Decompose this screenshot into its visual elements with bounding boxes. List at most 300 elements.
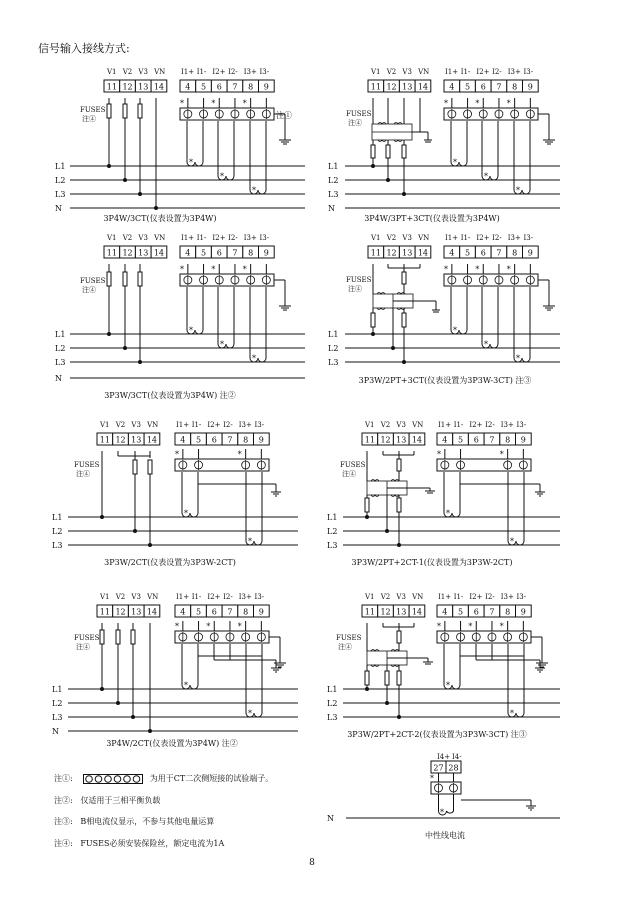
note-1 (54, 768, 273, 790)
note-text: FUSES必须安装保险丝，额定电流为1A (80, 838, 225, 848)
terminal-label-current: I3- (523, 234, 534, 242)
bus-label-l3: L3 (327, 713, 338, 722)
terminal-label-i4-plus: I4+ (437, 753, 451, 761)
terminal-number: 14 (153, 248, 165, 258)
terminal-label-v1: V1 (100, 421, 110, 429)
phase-bus-lines (327, 513, 560, 550)
terminal-label-current: I2+ (476, 68, 490, 76)
fuses-label (74, 634, 100, 651)
fuses-note: 注④ (82, 115, 96, 123)
current-terminal-block (437, 593, 531, 617)
terminal-label-current: I1- (196, 234, 207, 242)
terminal-number: 8 (248, 248, 254, 258)
phase-bus-lines (55, 330, 305, 383)
terminal-number: 9 (527, 248, 533, 258)
voltage-terminal-block (368, 68, 431, 92)
bus-label-l3: L3 (55, 358, 66, 367)
terminal-number: 5 (196, 607, 202, 617)
terminal-number: 9 (258, 435, 264, 445)
ct-polarity-star: * (437, 450, 441, 459)
terminal-label-v1: V1 (100, 593, 110, 601)
terminal-number: 5 (201, 248, 207, 258)
fuses-text: FUSES (74, 634, 100, 642)
voltage-terminal-block (104, 234, 167, 258)
terminal-label-v1: V1 (107, 234, 117, 242)
test-terminal-strip (180, 264, 291, 310)
terminal-label-current: I3+ (243, 68, 257, 76)
ct-polarity-star: * (242, 99, 247, 108)
terminal-label-current: I1- (191, 593, 202, 601)
terminal-label-v3: V3 (396, 593, 406, 601)
terminal-number: 12 (122, 248, 133, 258)
terminal-number: 11 (364, 607, 375, 617)
test-terminal-strip (444, 264, 555, 310)
terminal-label-current: I3- (254, 421, 265, 429)
fuses-label (336, 634, 362, 651)
ct-polarity-star: * (444, 265, 448, 274)
terminal-label-current: I3- (516, 421, 527, 429)
diagram-caption: 3P3W/3CT(仪表设置为3P4W) 注② (104, 391, 236, 400)
page-title: 信号输入接线方式: (38, 42, 130, 55)
terminal-number: 8 (243, 435, 249, 445)
ct-polarity-star: * (211, 99, 216, 108)
terminal-number: 12 (380, 607, 391, 617)
ct-polarity-star: * (499, 450, 504, 459)
terminal-label-current: I1- (196, 68, 207, 76)
terminal-number: 8 (505, 607, 511, 617)
terminal-label-current: I1+ (176, 421, 190, 429)
note1-tag: 注① (276, 111, 292, 120)
ct-polarity-star: * (175, 622, 179, 631)
fuses-label (346, 276, 372, 293)
terminal-label-current: I2- (228, 68, 238, 76)
fuses-label (346, 110, 372, 127)
terminal-label-current: I2+ (212, 68, 226, 76)
ct-polarity-star: * (189, 158, 193, 167)
voltage-terminal-block (104, 68, 167, 92)
terminal-number: 9 (263, 82, 269, 92)
ct-polarity-star: * (189, 326, 193, 335)
ct-polarity-star: * (430, 774, 434, 783)
test-terminal-strip-2ct (175, 449, 269, 471)
page-number: 8 (309, 858, 315, 868)
bus-label-n: N (55, 374, 62, 383)
terminal-label-v2: V2 (386, 68, 397, 76)
voltage-terminal-block (362, 421, 425, 445)
terminal-label-current: I3- (259, 234, 270, 242)
terminal-label-current: I3- (254, 593, 265, 601)
diagram-caption: 中性线电流 (425, 831, 465, 840)
terminal-number: 14 (146, 435, 158, 445)
terminal-number: 14 (153, 82, 165, 92)
terminal-number: 27 (433, 763, 444, 773)
terminal-label-v3: V3 (138, 234, 148, 242)
terminal-number: 13 (396, 435, 407, 445)
terminal-label-i4-minus: I4- (452, 753, 462, 761)
terminal-label-current: I2- (485, 421, 495, 429)
bus-label-l1: L1 (52, 685, 63, 694)
terminal-number: 13 (138, 82, 149, 92)
terminal-number: 11 (364, 435, 375, 445)
terminal-number: 6 (473, 607, 479, 617)
ct-polarity-star: * (510, 537, 514, 546)
terminal-label-current: I1+ (176, 593, 190, 601)
terminal-label-v1: V1 (107, 68, 117, 76)
terminal-label-vn: VN (154, 234, 166, 242)
terminal-number: 5 (465, 82, 471, 92)
terminal-label-current: I3+ (507, 68, 521, 76)
fuses-text: FUSES (80, 106, 106, 114)
terminal-number: 9 (520, 435, 526, 445)
terminal-label-vn: VN (418, 234, 430, 242)
terminal-number: 7 (496, 82, 502, 92)
terminal-label-current: I1- (460, 68, 471, 76)
ct-polarity-star: * (510, 709, 514, 718)
terminal-number: 12 (115, 435, 126, 445)
terminal-label-current: I3+ (500, 593, 514, 601)
bus-label-l2: L2 (52, 527, 63, 536)
phase-bus-lines (327, 685, 560, 722)
terminal-number: 7 (496, 248, 502, 258)
terminal-label-current: I1- (453, 593, 464, 601)
terminal-label-current: I1- (460, 234, 471, 242)
terminal-label-current: I1+ (181, 68, 195, 76)
terminal-label-current: I1+ (438, 421, 452, 429)
ct-polarity-star: * (237, 450, 242, 459)
terminal-number: 7 (489, 435, 495, 445)
terminal-number: 5 (458, 435, 464, 445)
terminal-number: 7 (232, 248, 238, 258)
ct-polarity-star: * (180, 99, 184, 108)
terminal-number: 13 (131, 435, 142, 445)
bus-label-l2: L2 (328, 344, 339, 353)
terminal-label-current: I1- (191, 421, 202, 429)
ct-polarity-star: * (242, 265, 247, 274)
terminal-number: 5 (196, 435, 202, 445)
terminal-number: 11 (99, 435, 110, 445)
bus-label-l3: L3 (52, 541, 63, 550)
terminal-number: 14 (417, 82, 429, 92)
bus-label-l1: L1 (55, 162, 66, 171)
ct-polarity-star: * (248, 537, 252, 546)
terminal-number: 8 (248, 82, 254, 92)
terminal-number: 11 (370, 248, 381, 258)
ct-polarity-star: * (220, 340, 224, 349)
diagram-caption: 3P4W/3CT(仪表设置为3P4W) (103, 214, 217, 223)
bus-label-l2: L2 (55, 176, 66, 185)
bus-label-n: N (52, 727, 59, 736)
terminal-number: 12 (115, 607, 126, 617)
ct-polarity-star: * (252, 354, 256, 363)
terminal-number: 13 (138, 248, 149, 258)
phase-bus-lines (52, 685, 298, 736)
terminal-number: 8 (243, 607, 249, 617)
ct-polarity-star: * (180, 265, 184, 274)
terminal-number: 7 (232, 82, 238, 92)
terminal-label-current: I2+ (469, 421, 483, 429)
terminal-label-current: I2+ (207, 421, 221, 429)
fuses-note: 注④ (348, 285, 362, 293)
test-terminal-strip (444, 98, 555, 144)
bus-label-l2: L2 (327, 699, 338, 708)
fuses-text: FUSES (346, 110, 372, 118)
bus-label-l1: L1 (328, 162, 339, 171)
terminal-number: 4 (449, 82, 455, 92)
voltage-terminal-block (362, 593, 425, 617)
diagram-caption: 3P3W/2PT+3CT(仪表设置为3P3W-3CT) 注③ (358, 376, 532, 385)
fuses-note: 注④ (76, 643, 90, 651)
fuses-note: 注④ (338, 643, 352, 651)
current-terminal-block (437, 421, 531, 445)
terminal-number: 6 (211, 435, 217, 445)
ct-polarity-star: * (437, 622, 441, 631)
fuses-note: 注④ (82, 286, 96, 294)
diagram-caption: 3P3W/2CT(仪表设置为3P3W-2CT) (104, 558, 236, 567)
phase-bus-lines (328, 162, 560, 213)
terminal-number: 14 (411, 435, 423, 445)
test-terminal-strip-2ct (437, 449, 531, 471)
diagram-caption: 3P3W/2PT+2CT-1(仪表设置为3P3W-2CT) (351, 558, 513, 567)
ct-polarity-star: * (446, 681, 450, 690)
terminal-number: 9 (520, 607, 526, 617)
note-text: 为用于CT二次侧短接的试验端子。 (149, 774, 274, 783)
terminal-label-v2: V2 (380, 421, 391, 429)
terminal-label-vn: VN (154, 68, 166, 76)
fuses-text: FUSES (80, 277, 106, 285)
current-terminal-block (180, 68, 274, 92)
terminal-number: 12 (386, 248, 397, 258)
terminal-label-current: I3- (523, 68, 534, 76)
terminal-number: 12 (380, 435, 391, 445)
test-terminal-strip (180, 98, 291, 144)
bus-label-l2: L2 (327, 527, 338, 536)
terminal-label-v2: V2 (380, 593, 391, 601)
terminal-label-vn: VN (147, 593, 159, 601)
terminal-label-v2: V2 (122, 234, 133, 242)
ct-polarity-star: * (175, 450, 179, 459)
terminal-number: 11 (106, 82, 117, 92)
ct-polarity-star: * (484, 340, 488, 349)
test-terminal-icon (83, 774, 143, 784)
terminal-number: 9 (263, 248, 269, 258)
fuses-label (80, 106, 106, 123)
ct-polarity-star: * (484, 172, 488, 181)
ct-polarity-star: * (516, 186, 520, 195)
fuses-note: 注④ (76, 470, 90, 478)
terminal-number: 5 (465, 248, 471, 258)
note-3 (54, 811, 273, 833)
ct-polarity-star: * (220, 172, 224, 181)
terminal-number: 4 (449, 248, 455, 258)
terminal-number: 4 (185, 248, 191, 258)
terminal-label-v1: V1 (365, 593, 375, 601)
terminal-label-current: I2- (228, 234, 238, 242)
bus-label-l1: L1 (327, 685, 338, 694)
terminal-label-current: I3- (516, 593, 527, 601)
bus-label-l3: L3 (52, 713, 63, 722)
bus-label-l3: L3 (327, 541, 338, 550)
terminal-label-v3: V3 (402, 234, 412, 242)
fuses-label (80, 277, 106, 294)
terminal-number: 11 (370, 82, 381, 92)
terminal-label-v2: V2 (386, 234, 397, 242)
terminal-number: 13 (131, 607, 142, 617)
ct-polarity-star: * (506, 265, 511, 274)
terminal-number: 13 (396, 607, 407, 617)
ct-polarity-star: * (237, 622, 242, 631)
bus-label-l2: L2 (52, 699, 63, 708)
terminal-number: 9 (527, 82, 533, 92)
note-text: 仅适用于三相平衡负载 (80, 795, 161, 805)
ct-polarity-star: * (453, 158, 457, 167)
terminal-label-current: I2+ (207, 593, 221, 601)
terminal-number: 7 (227, 607, 233, 617)
ct-polarity-star: * (184, 509, 188, 518)
terminal-label-vn: VN (418, 68, 430, 76)
terminal-label-current: I3+ (238, 593, 252, 601)
ct-polarity-star: * (475, 265, 480, 274)
ct-polarity-star: * (440, 808, 444, 817)
ct-polarity-star: * (506, 99, 511, 108)
bus-label-n: N (328, 204, 335, 213)
terminal-number: 5 (458, 607, 464, 617)
bus-label-l1: L1 (55, 330, 66, 339)
voltage-terminal-block (97, 421, 160, 445)
bus-label-l1: L1 (52, 513, 63, 522)
ct-polarity-star: * (252, 186, 256, 195)
diagram-caption: 3P4W/3PT+3CT(仪表设置为3P4W) (364, 214, 500, 223)
current-terminal-block (444, 234, 538, 258)
fuses-note: 注④ (348, 119, 362, 127)
terminal-number: 6 (473, 435, 479, 445)
terminal-number: 7 (489, 607, 495, 617)
ct-polarity-star: * (446, 509, 450, 518)
ct-polarity-star: * (468, 622, 473, 631)
notes-section (54, 768, 273, 854)
diagram-caption: 3P4W/2CT(仪表设置为3P4W) 注② (106, 739, 238, 748)
ct-polarity-star: * (444, 99, 448, 108)
terminal-number: 13 (402, 82, 413, 92)
terminal-label-current: I1+ (445, 68, 459, 76)
terminal-number: 28 (448, 763, 459, 773)
terminal-number: 12 (386, 82, 397, 92)
terminal-number: 6 (480, 82, 486, 92)
terminal-number: 4 (442, 435, 448, 445)
bus-label-l3: L3 (55, 190, 66, 199)
current-terminal-block (444, 68, 538, 92)
bus-label-l1: L1 (327, 513, 338, 522)
terminal-label-v2: V2 (115, 421, 126, 429)
terminal-label-v2: V2 (122, 68, 133, 76)
bus-label-n: N (327, 814, 334, 823)
terminal-number: 14 (417, 248, 429, 258)
terminal-label-current: I2- (485, 593, 495, 601)
fuses-note: 注④ (342, 470, 356, 478)
ct-polarity-star: * (211, 265, 216, 274)
note-2 (54, 790, 273, 812)
terminal-label-current: I2- (223, 593, 233, 601)
bus-label-l3: L3 (328, 358, 339, 367)
terminal-label-current: I2+ (476, 234, 490, 242)
terminal-number: 9 (258, 607, 264, 617)
terminal-label-v3: V3 (131, 421, 141, 429)
terminal-label-v1: V1 (371, 68, 381, 76)
terminal-number: 8 (505, 435, 511, 445)
fuses-text: FUSES (336, 634, 362, 642)
terminal-number: 4 (185, 82, 191, 92)
terminal-number: 7 (227, 435, 233, 445)
terminal-label-current: I2+ (469, 593, 483, 601)
terminal-label-current: I2- (223, 421, 233, 429)
phase-bus-lines (55, 162, 305, 213)
current-terminal-block (175, 593, 269, 617)
terminal-label-vn: VN (412, 421, 424, 429)
ct-polarity-star: * (475, 99, 480, 108)
terminal-number: 6 (216, 248, 222, 258)
terminal-label-current: I3- (259, 68, 270, 76)
terminal-label-current: I1+ (445, 234, 459, 242)
ct-polarity-star: * (453, 326, 457, 335)
fuses-text: FUSES (346, 276, 372, 284)
test-terminal-strip (431, 782, 461, 794)
terminal-number: 12 (122, 82, 133, 92)
terminal-label-v3: V3 (396, 421, 406, 429)
voltage-terminal-block (97, 593, 160, 617)
terminal-number: 4 (180, 607, 186, 617)
ct-polarity-star: * (516, 354, 520, 363)
terminal-label-vn: VN (147, 421, 159, 429)
note-text: B相电流仪显示，不参与其他电量运算 (80, 817, 215, 826)
note-4 (54, 833, 273, 855)
terminal-label-current: I1+ (181, 234, 195, 242)
current-terminal-block (175, 421, 269, 445)
terminal-label-v3: V3 (131, 593, 141, 601)
ct-polarity-star: * (248, 709, 252, 718)
fuses-text: FUSES (340, 461, 366, 469)
terminal-label-current: I3+ (243, 234, 257, 242)
note-tag: 注①: (54, 774, 73, 783)
bus-label-n: N (55, 204, 62, 213)
diagram-caption: 3P3W/2PT+2CT-2(仪表设置为3P3W-3CT) 注③ (347, 730, 527, 739)
note-tag: 注②: (54, 795, 73, 805)
fuses-label (74, 461, 100, 478)
terminal-number: 14 (146, 607, 158, 617)
phase-bus-lines (52, 513, 298, 550)
terminal-label-current: I2- (492, 234, 502, 242)
fuses-label (340, 461, 366, 478)
bus-label-l2: L2 (328, 176, 339, 185)
terminal-number: 6 (216, 82, 222, 92)
bus-label-l1: L1 (328, 330, 339, 339)
terminal-label-v3: V3 (138, 68, 148, 76)
terminal-label-v1: V1 (371, 234, 381, 242)
terminal-label-v2: V2 (115, 593, 126, 601)
note-tag: 注③: (54, 817, 73, 826)
voltage-terminal-block (368, 234, 431, 258)
bus-label-l2: L2 (55, 344, 66, 353)
terminal-label-current: I3+ (238, 421, 252, 429)
terminal-label-current: I2- (492, 68, 502, 76)
terminal-number: 14 (411, 607, 423, 617)
terminal-label-v1: V1 (365, 421, 375, 429)
terminal-label-current: I2+ (212, 234, 226, 242)
terminal-number: 13 (402, 248, 413, 258)
terminal-label-v3: V3 (402, 68, 412, 76)
terminal-label-current: I3+ (500, 421, 514, 429)
ct-polarity-star: * (206, 622, 211, 631)
terminal-number: 8 (512, 248, 518, 258)
terminal-label-current: I3+ (507, 234, 521, 242)
